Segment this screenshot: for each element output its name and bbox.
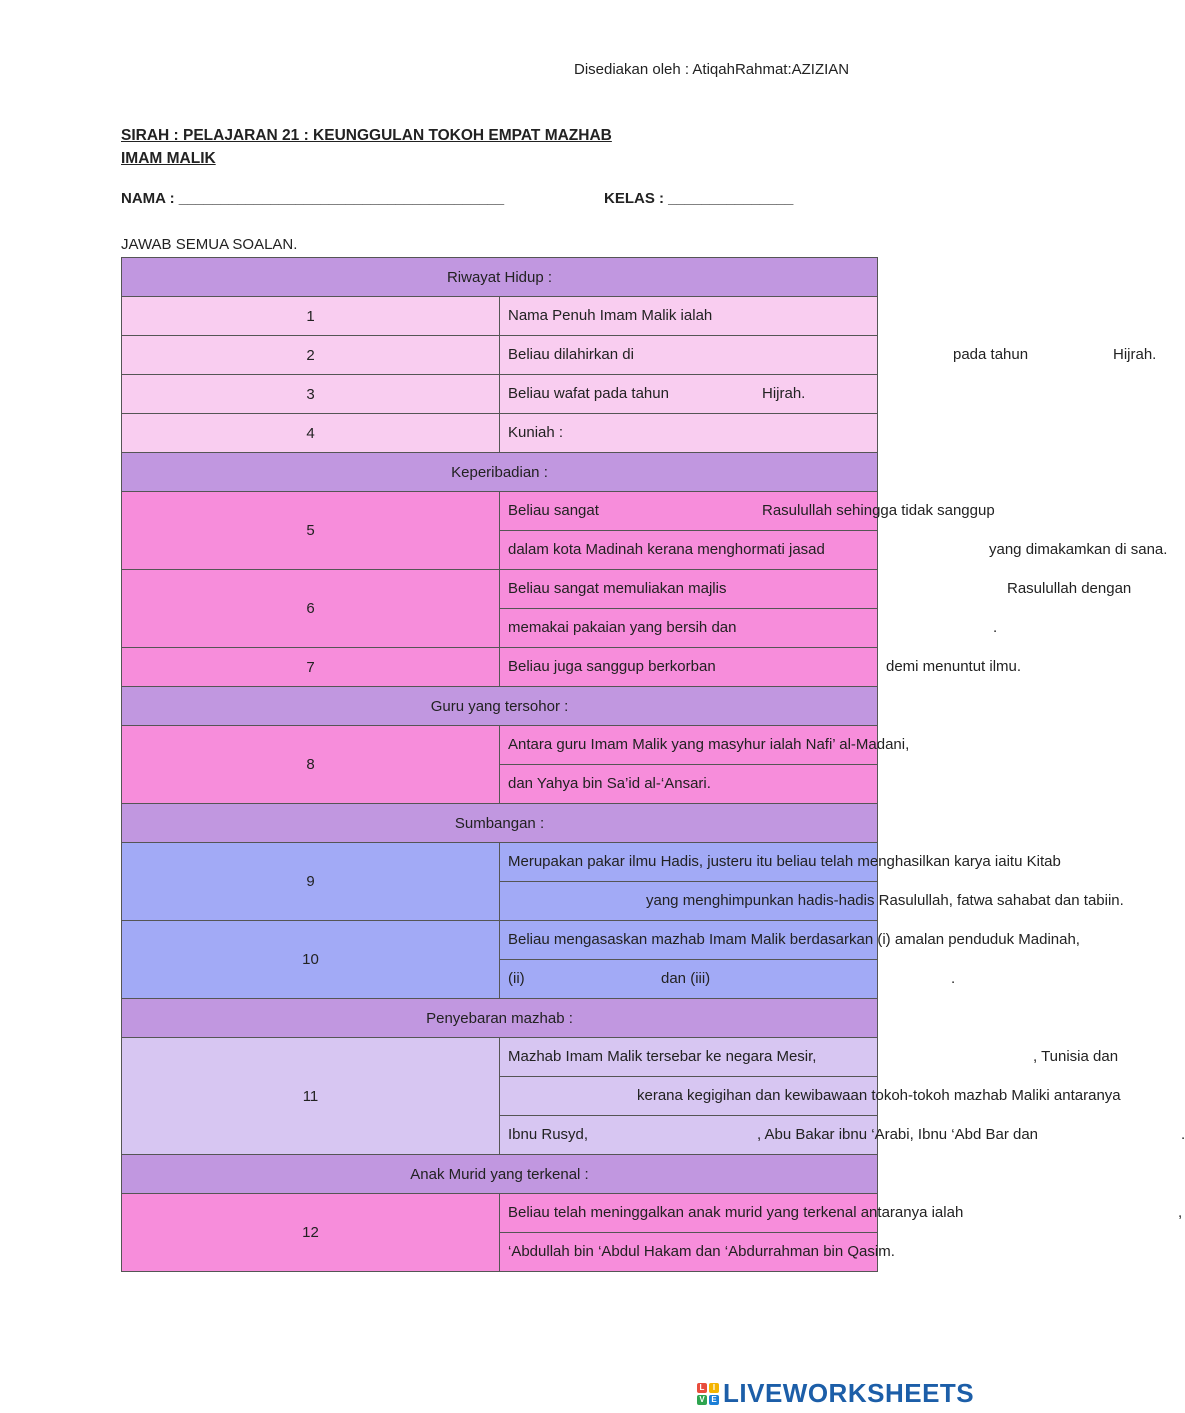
row-text: kerana kegigihan dan kewibawaan tokoh-tokoh mazhab Maliki antaranya — [637, 1087, 1121, 1104]
row-number: 2 — [122, 336, 500, 375]
row-text: pada tahun — [953, 346, 1029, 363]
row-text: dalam kota Madinah kerana menghormati jasad — [508, 541, 825, 558]
table-row — [122, 843, 878, 882]
row-text: Merupakan pakar ilmu Hadis, justeru itu beliau telah menghasilkan karya iaitu Kitab — [508, 853, 1061, 870]
row-text: Beliau juga sanggup berkorban — [508, 658, 716, 675]
row-text: Antara guru Imam Malik yang masyhur ialah Nafi’ al-Madani, — [508, 736, 910, 753]
row-text: . — [993, 619, 998, 636]
logo-text: LIVEWORKSHEETS — [723, 1378, 975, 1408]
row-number: 4 — [122, 414, 500, 453]
row-text: demi menuntut ilmu. — [886, 658, 1022, 675]
liveworksheets-logo[interactable] — [697, 1378, 974, 1409]
section-header-keperibadian: Keperibadian : — [122, 453, 878, 492]
row-text: Beliau mengasaskan mazhab Imam Malik berdasarkan (i) amalan penduduk Madinah, — [508, 931, 1080, 948]
row-text: Mazhab Imam Malik tersebar ke negara Mesir, — [508, 1048, 817, 1065]
class-field: KELAS : _______________ — [604, 190, 794, 207]
row-text: , Tunisia dan — [1033, 1048, 1119, 1065]
row-text: , — [1178, 1204, 1183, 1221]
row-text: dan Yahya bin Sa’id al-‘Ansari. — [508, 775, 711, 792]
row-text: Nama Penuh Imam Malik ialah — [508, 307, 713, 324]
row-text: . — [1181, 1126, 1185, 1143]
row-text: Kuniah : — [508, 424, 564, 441]
row-text: Beliau wafat pada tahun — [508, 385, 669, 402]
table-row — [122, 570, 878, 609]
row-text: (ii) — [508, 970, 525, 987]
table-row — [122, 648, 878, 687]
table-row — [122, 297, 878, 336]
table-row — [122, 492, 878, 531]
title-line-2: IMAM MALIK — [121, 150, 216, 167]
prepared-by: Disediakan oleh : AtiqahRahmat:AZIZIAN — [574, 61, 850, 78]
row-text: . — [951, 970, 956, 987]
row-number: 9 — [122, 843, 500, 921]
row-text: Beliau dilahirkan di — [508, 346, 634, 363]
table-row — [122, 1194, 878, 1233]
worksheet-title — [121, 124, 612, 170]
section-header-penyebaran: Penyebaran mazhab : — [122, 999, 878, 1038]
row-text: memakai pakaian yang bersih dan — [508, 619, 737, 636]
row-text: Hijrah. — [762, 385, 806, 402]
row-text: yang dimakamkan di sana. — [989, 541, 1168, 558]
row-text: Hijrah. — [1113, 346, 1157, 363]
row-number: 10 — [122, 921, 500, 999]
row-number: 8 — [122, 726, 500, 804]
row-number: 5 — [122, 492, 500, 570]
table-row — [122, 921, 878, 960]
row-text: Ibnu Rusyd, — [508, 1126, 589, 1143]
section-header-guru: Guru yang tersohor : — [122, 687, 878, 726]
logo-grid-icon: L I V E — [697, 1383, 719, 1405]
row-text: dan (iii) — [661, 970, 711, 987]
row-text: Rasulullah dengan — [1007, 580, 1132, 597]
section-header-sumbangan: Sumbangan : — [122, 804, 878, 843]
row-text: Beliau sangat memuliakan majlis — [508, 580, 727, 597]
section-header-riwayat: Riwayat Hidup : — [122, 258, 878, 297]
row-text: Beliau sangat — [508, 502, 599, 519]
row-number: 7 — [122, 648, 500, 687]
table-row — [122, 726, 878, 765]
table-row — [122, 414, 878, 453]
row-number: 1 — [122, 297, 500, 336]
row-text: , Abu Bakar ibnu ‘Arabi, Ibnu ‘Abd Bar dan — [757, 1126, 1039, 1143]
instruction: JAWAB SEMUA SOALAN. — [121, 236, 298, 253]
row-number: 3 — [122, 375, 500, 414]
row-number: 6 — [122, 570, 500, 648]
row-text: Beliau telah meninggalkan anak murid yang terkenal antaranya ialah — [508, 1204, 964, 1221]
row-number: 11 — [122, 1038, 500, 1155]
table-row — [122, 375, 878, 414]
section-header-murid: Anak Murid yang terkenal : — [122, 1155, 878, 1194]
row-text: yang menghimpunkan hadis-hadis Rasulullah, fatwa sahabat dan tabiin. — [646, 892, 1124, 909]
table-row — [122, 1038, 878, 1077]
table-row — [122, 336, 878, 375]
row-text: ‘Abdullah bin ‘Abdul Hakam dan ‘Abdurrahman bin Qasim. — [508, 1243, 895, 1260]
row-text: Rasulullah sehingga tidak sanggup — [762, 502, 995, 519]
name-field: NAMA : _______________________________________ — [121, 190, 505, 207]
worksheet-table — [121, 257, 1185, 1272]
title-line-1: SIRAH : PELAJARAN 21 : KEUNGGULAN TOKOH EMPAT MAZHAB — [121, 127, 612, 144]
row-number: 12 — [122, 1194, 500, 1272]
